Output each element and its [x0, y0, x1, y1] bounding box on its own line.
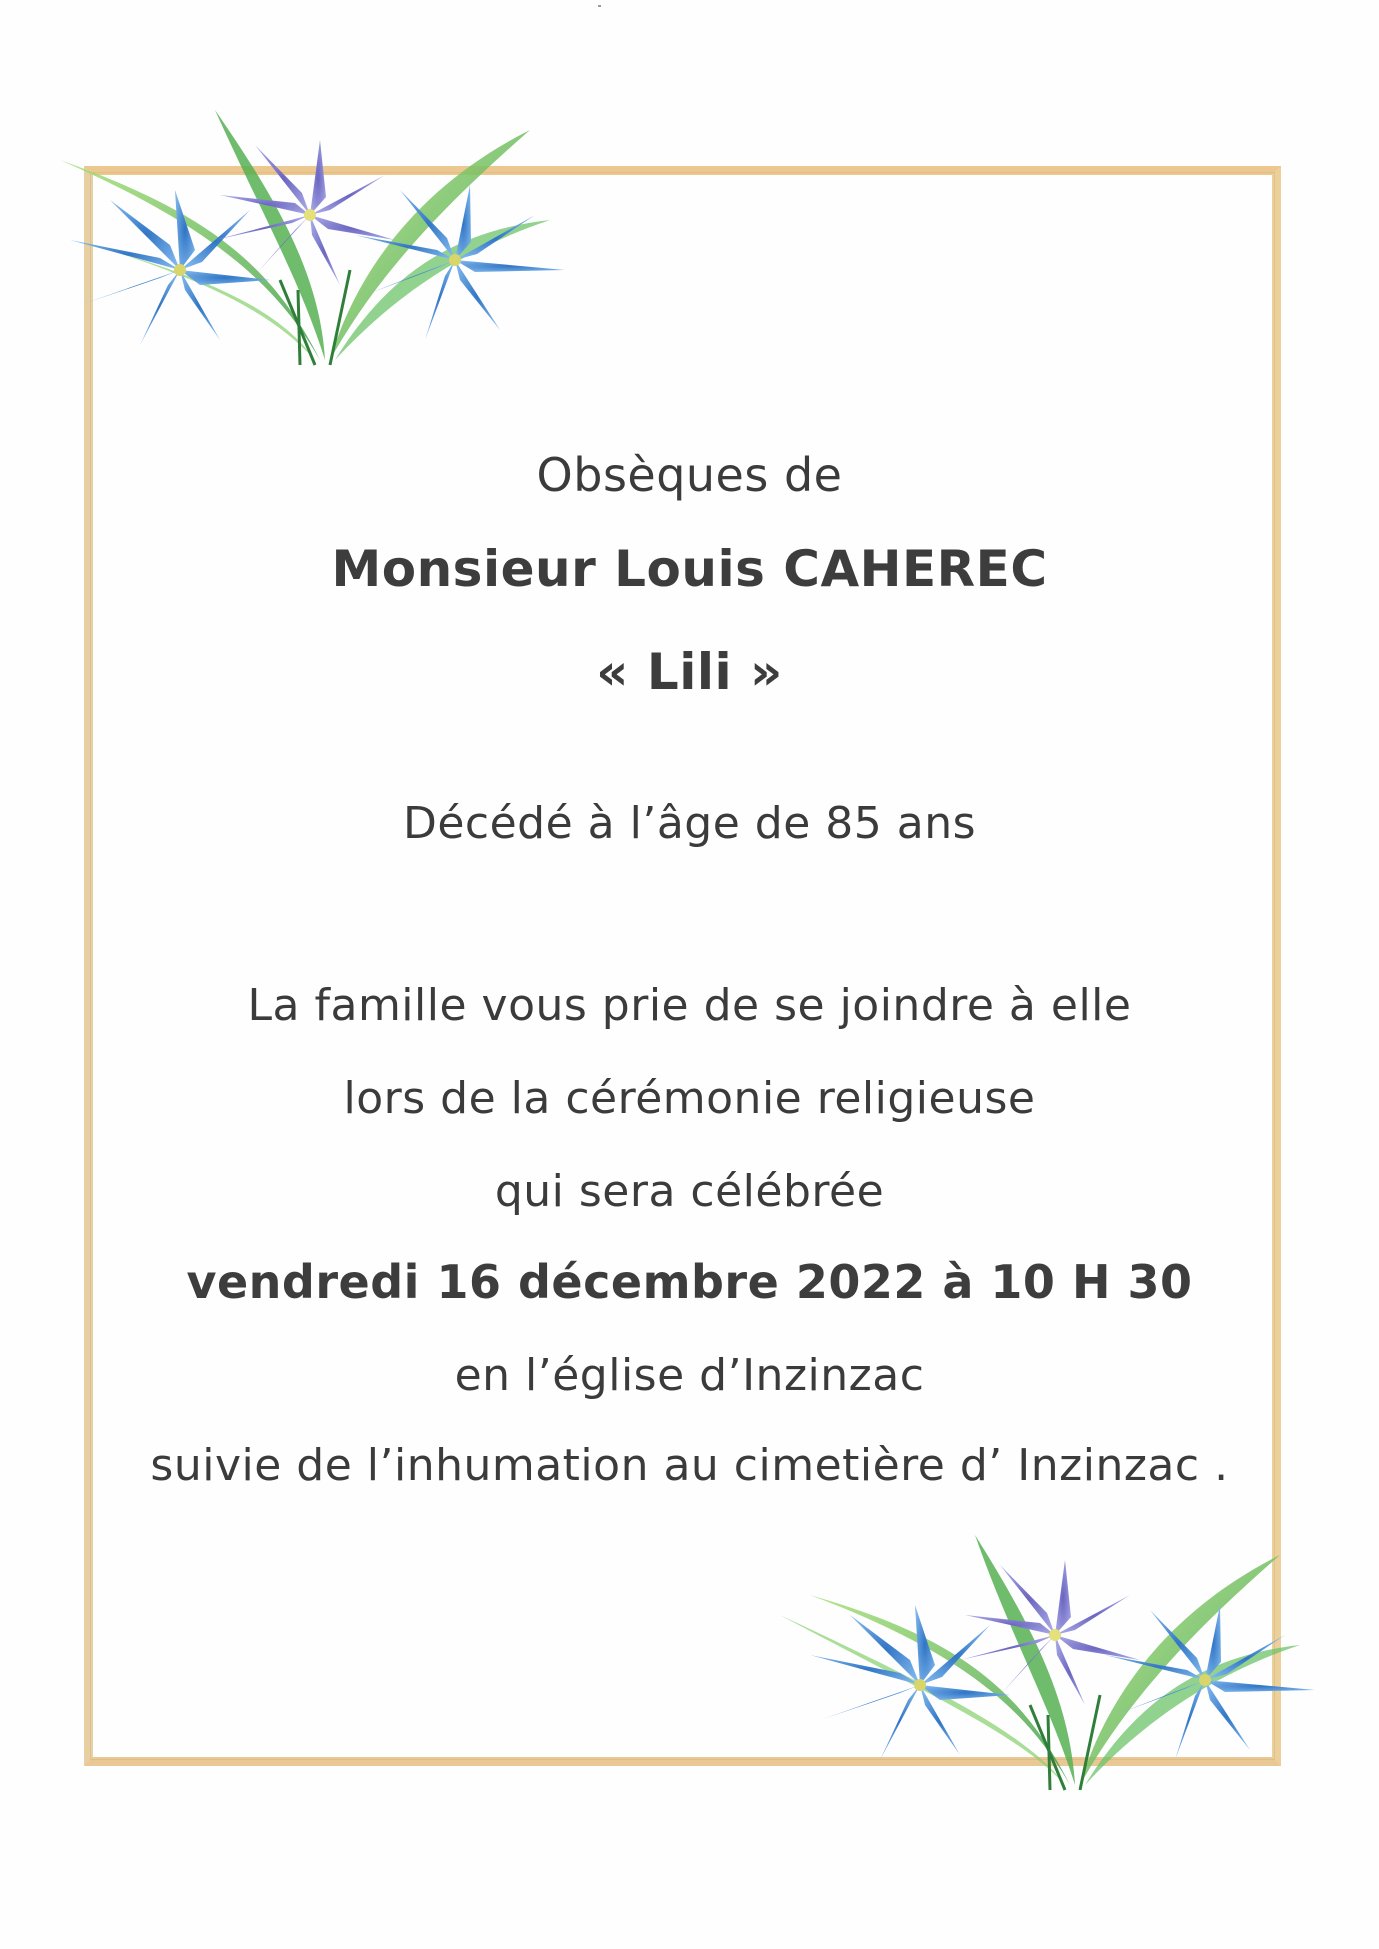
notice-heading: Obsèques de: [536, 448, 843, 502]
ceremony-date: vendredi 16 décembre 2022 à 10 H 30: [186, 1255, 1193, 1309]
decorative-frame-inner-line: [90, 172, 1275, 1760]
invitation-line: La famille vous prie de se joindre à elle: [247, 980, 1132, 1031]
invitation-line: qui sera célébrée: [494, 1166, 885, 1217]
burial-line: suivie de l’inhumation au cimetière d’ Inzinzac .: [150, 1440, 1229, 1491]
ceremony-location: en l’église d’Inzinzac: [454, 1350, 925, 1401]
deceased-nickname: « Lili »: [596, 643, 783, 701]
scan-speck: [598, 5, 601, 7]
age-line: Décédé à l’âge de 85 ans: [402, 798, 977, 849]
blue-flowers-icon: [780, 1535, 1340, 1795]
deceased-name: Monsieur Louis CAHEREC: [331, 540, 1048, 598]
invitation-line: lors de la cérémonie religieuse: [343, 1073, 1036, 1124]
blue-flowers-icon: [30, 110, 590, 370]
